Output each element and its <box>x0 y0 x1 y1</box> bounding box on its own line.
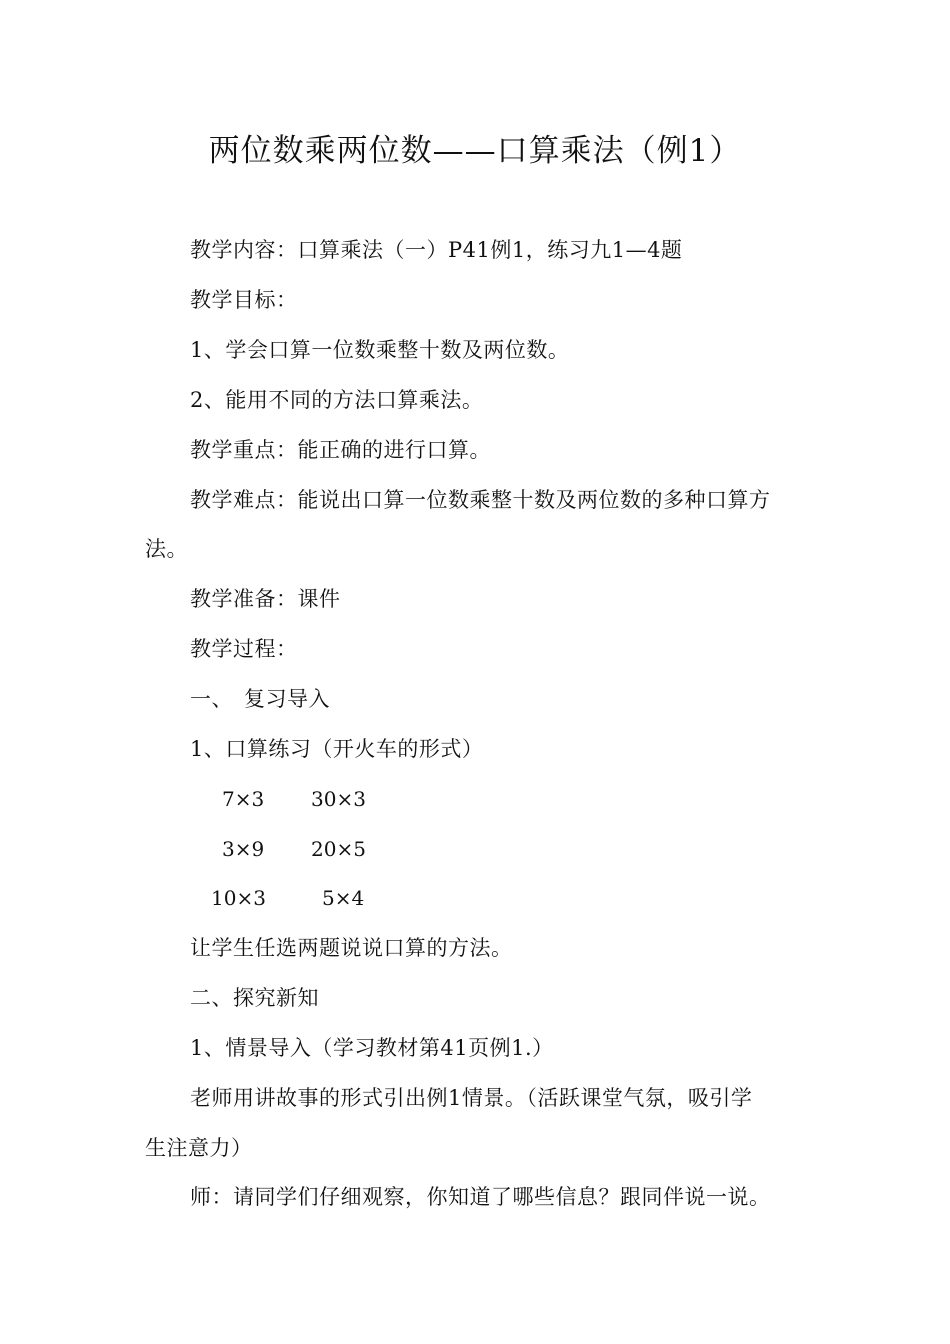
goal-2: 2、能用不同的方法口算乘法。 <box>190 388 484 412</box>
teaching-difficulty: 教学难点：能说出口算一位数乘整十数及两位数的多种口算方 <box>190 488 771 512</box>
section-2-heading: 二、探究新知 <box>190 986 319 1010</box>
teaching-process-heading: 教学过程： <box>190 637 298 661</box>
teaching-content: 教学内容：口算乘法（一）P41例1，练习九1—4题 <box>190 238 683 262</box>
exercise-2a: 3×9 <box>222 837 265 861</box>
teaching-key-point: 教学重点：能正确的进行口算。 <box>190 438 491 462</box>
exercise-1a: 7×3 <box>222 787 265 811</box>
scenario-intro: 1、情景导入（学习教材第41页例1.） <box>190 1036 554 1060</box>
goal-1: 1、学会口算一位数乘整十数及两位数。 <box>190 338 570 362</box>
exercise-1b: 30×3 <box>311 787 366 811</box>
document-title: 两位数乘两位数——口算乘法（例1） <box>208 133 742 169</box>
teaching-preparation: 教学准备：课件 <box>190 587 341 611</box>
teacher-story: 老师用讲故事的形式引出例1情景。（活跃课堂气氛，吸引学 <box>190 1086 753 1110</box>
teaching-goals-heading: 教学目标： <box>190 288 298 312</box>
method-discussion: 让学生任选两题说说口算的方法。 <box>190 936 513 960</box>
section-1-heading: 一、 复习导入 <box>190 687 330 711</box>
exercise-2b: 20×5 <box>311 837 366 861</box>
teacher-story-cont: 生注意力） <box>145 1136 253 1160</box>
exercise-3b: 5×4 <box>322 886 365 910</box>
exercise-3a: 10×3 <box>211 886 266 910</box>
teacher-question: 师：请同学们仔细观察，你知道了哪些信息？跟同伴说一说。 <box>190 1185 771 1209</box>
oral-practice: 1、口算练习（开火车的形式） <box>190 737 484 761</box>
teaching-difficulty-cont: 法。 <box>145 537 188 561</box>
